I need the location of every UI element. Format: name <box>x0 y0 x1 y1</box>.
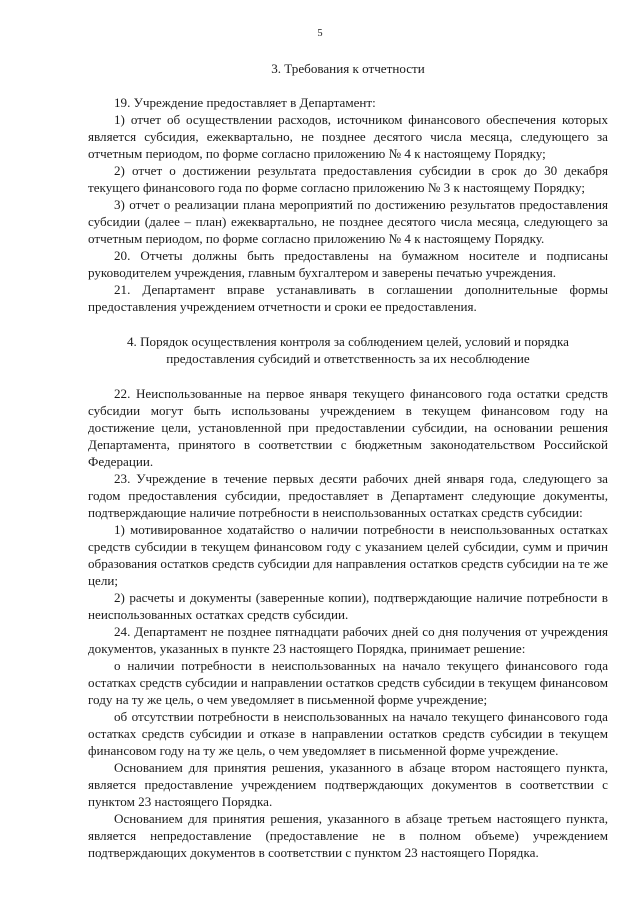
paragraph: 23. Учреждение в течение первых десяти рабочих дней января года, следующего за годом предоставления субсидии, предоставляет в Департамент следующие документы, подтверждающие наличие потребности в неиспользованных остатках средств субсидии: <box>88 471 608 520</box>
page-number: 5 <box>317 28 323 39</box>
section-4 <box>88 333 608 861</box>
paragraph: 2) отчет о достижении результата предоставления субсидии в срок до 30 декабря текущего финансового года по форме согласно приложению № 3 к настоящему Порядку; <box>88 163 608 195</box>
paragraph: 22. Неиспользованные на первое января текущего финансового года остатки средств субсидии могут быть использованы учреждением в текущем финансовом году на достижение цели, установленной при предоставлении субсидии, на основании решения Департамента, принятого в соответствии с бюджетным законодательством Российской Федерации. <box>88 386 608 469</box>
section-heading: 3. Требования к отчетности <box>271 61 425 76</box>
paragraph: 24. Департамент не позднее пятнадцати рабочих дней со дня получения от учреждения документов, указанных в пункте 23 настоящего Порядка, принимает решение: <box>88 624 608 656</box>
paragraph: Основанием для принятия решения, указанного в абзаце третьем настоящего пункта, является непредоставление (предоставление не в полном объеме) учреждением подтверждающих документов в соответствии с пунктом 23 настоящего Порядка. <box>88 811 608 860</box>
paragraph: 2) расчеты и документы (заверенные копии), подтверждающие наличие потребности в неиспользованных остатках средств субсидии. <box>88 590 608 622</box>
paragraph: 1) мотивированное ходатайство о наличии потребности в неиспользованных остатках средств субсидии в текущем финансовом году с указанием целей субсидии, сумм и причин образования остатков средств субсидии для направления остатков средств субсидии на те же цели; <box>88 522 608 588</box>
paragraph: о наличии потребности в неиспользованных на начало текущего финансового года остатках средств субсидии и направлении остатков средств субсидии в текущем финансовом году на ту же цель, о чем уведомляет в письменной форме учреждение; <box>88 658 608 707</box>
paragraph: 21. Департамент вправе устанавливать в соглашении дополнительные формы предоставления учреждением отчетности и сроки ее предоставления. <box>88 282 608 314</box>
paragraph: 1) отчет об осуществлении расходов, источником финансового обеспечения которых является субсидия, ежеквартально, не позднее десятого числа месяца, следующего за отчетным периодом, по форме согласно приложению № 4 к настоящему Порядку; <box>88 112 608 161</box>
document-body <box>88 60 608 861</box>
paragraph: 19. Учреждение предоставляет в Департамент: <box>114 95 376 110</box>
section-3 <box>88 60 608 315</box>
paragraph: об отсутствии потребности в неиспользованных на начало текущего финансового года остатках средств субсидии и отказе в направлении остатков средств субсидии в текущем финансовом году на ту же цель, о чем уведомляет в письменной форме учреждение. <box>88 709 608 758</box>
section-heading: 4. Порядок осуществления контроля за соблюдением целей, условий и порядка предоставления субсидий и ответственность за их несоблюдение <box>126 334 569 366</box>
paragraph: 3) отчет о реализации плана мероприятий по достижению результатов предоставления субсидии (далее – план) ежеквартально, не позднее десятого числа месяца, следующего за отчетным периодом, по форме согласно приложению № 4 к настоящему Порядку. <box>88 197 608 246</box>
paragraph: Основанием для принятия решения, указанного в абзаце втором настоящего пункта, является предоставление учреждением подтверждающих документов в соответствии с пунктом 23 настоящего Порядка. <box>88 760 608 809</box>
paragraph: 20. Отчеты должны быть предоставлены на бумажном носителе и подписаны руководителем учреждения, главным бухгалтером и заверены печатью учреждения. <box>88 248 608 280</box>
